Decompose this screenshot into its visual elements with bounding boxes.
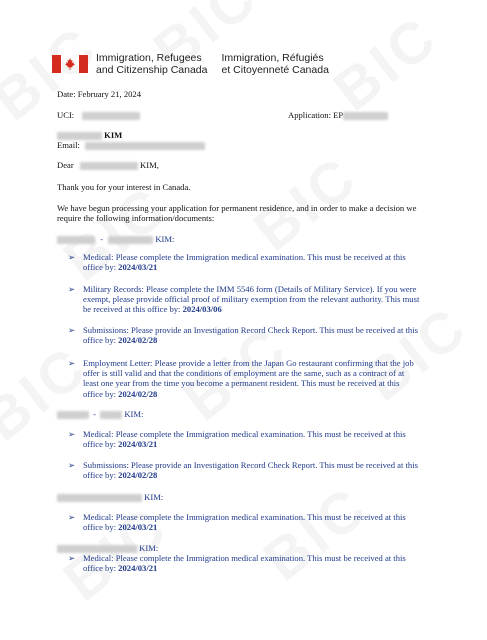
request-item-submissions: ➢ Submissions: Please provide an Investigation Record Check Report. This must be received at this office by: 2024/02/28 bbox=[68, 325, 418, 346]
section-heading: - KIM: bbox=[57, 234, 174, 244]
request-item-medical: ➢ Medical: Please complete the Immigration medical examination. This must be received at this office by: 2024/03/21 bbox=[68, 429, 406, 450]
arrow-bullet-icon: ➢ bbox=[68, 553, 76, 563]
request-item-medical: ➢ Medical: Please complete the Immigration medical examination. This must be received at this office by: 2024/03/21 bbox=[68, 553, 406, 574]
thanks-line: Thank you for your interest in Canada. bbox=[57, 182, 191, 192]
arrow-bullet-icon: ➢ bbox=[68, 429, 76, 439]
intro-line-2: require the following information/documents: bbox=[57, 213, 215, 223]
applicant-name: KIM bbox=[57, 130, 122, 140]
application-field: Application: EP bbox=[288, 110, 388, 120]
redacted-given-name bbox=[57, 132, 102, 140]
arrow-bullet-icon: ➢ bbox=[68, 284, 76, 294]
redacted-name bbox=[108, 236, 153, 244]
section-heading: KIM: bbox=[57, 492, 163, 502]
request-item-employment-letter: ➢ Employment Letter: Please provide a letter from the Japan Go restaurant confirming that the job offer is still valid and that the conditions of employment are the same, such as a contract of at least one year from the time you become a permanent resident. This must be received at this office by: 2024/02/28 bbox=[68, 358, 414, 399]
arrow-bullet-icon: ➢ bbox=[68, 325, 76, 335]
redacted-name bbox=[57, 411, 89, 419]
request-item-medical: ➢ Medical: Please complete the Immigration medical examination. This must be received at this office by: 2024/03/21 bbox=[68, 512, 406, 533]
arrow-bullet-icon: ➢ bbox=[68, 358, 76, 368]
redacted-application-number bbox=[343, 112, 388, 120]
redacted-name bbox=[100, 411, 122, 419]
arrow-bullet-icon: ➢ bbox=[68, 252, 76, 262]
letter-date: Date: February 21, 2024 bbox=[57, 89, 142, 99]
section-heading: KIM: bbox=[57, 543, 158, 553]
section-heading: - KIM: bbox=[57, 409, 143, 419]
department-name-french: Immigration, Réfugiés et Citoyenneté Canada bbox=[221, 52, 329, 76]
department-name-english: Immigration, Refugees and Citizenship Canada bbox=[96, 52, 208, 76]
request-item-submissions: ➢ Submissions: Please provide an Investigation Record Check Report. This must be received at this office by: 2024/02/28 bbox=[68, 460, 418, 481]
redacted-name bbox=[57, 236, 95, 244]
redacted-uci bbox=[82, 112, 140, 120]
arrow-bullet-icon: ➢ bbox=[68, 460, 76, 470]
salutation: Dear KIM, bbox=[57, 160, 159, 170]
email-field: Email: bbox=[57, 140, 205, 150]
redacted-name bbox=[57, 494, 142, 502]
intro-line-1: We have begun processing your application for permanent residence, and in order to make a decision we bbox=[57, 203, 417, 213]
request-item-military-records: ➢ Military Records: Please complete the IMM 5546 form (Details of Military Service). If you were exempt, please provide official proof of military exemption from the relevant authority. This must be received at this office by: 2024/03/06 bbox=[68, 284, 420, 315]
uci-field: UCI: bbox=[57, 110, 140, 120]
letterhead bbox=[52, 52, 329, 76]
arrow-bullet-icon: ➢ bbox=[68, 512, 76, 522]
canada-flag-icon bbox=[52, 55, 88, 73]
redacted-given-name bbox=[80, 162, 138, 170]
redacted-name bbox=[57, 545, 137, 553]
request-item-medical: ➢ Medical: Please complete the Immigration medical examination. This must be received at this office by: 2024/03/21 bbox=[68, 252, 406, 273]
redacted-email bbox=[85, 142, 205, 150]
